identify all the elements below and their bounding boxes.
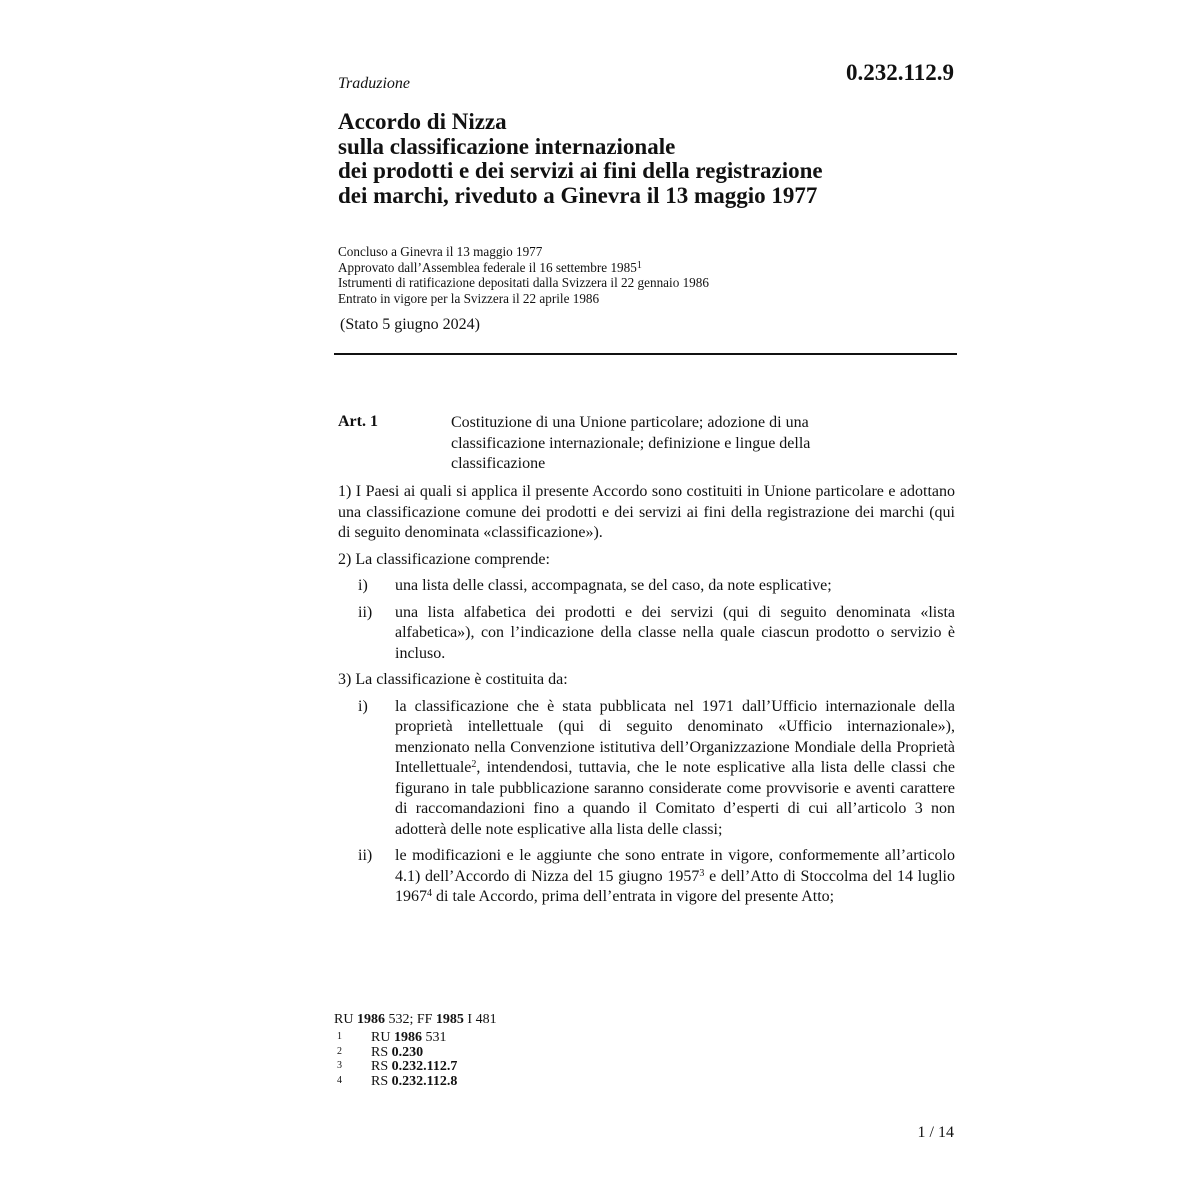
text-run: , intendendosi, tuttavia, che le note esplicative alla lista delle classi che figurano in tale pubblicazione saranno considerate come provvisorie e aventi carattere di raccomandazioni fino a quando il Comitato d’esperti di cui all’articolo 3 non adotterà delle note esplicative alla lista delle classi; bbox=[395, 759, 955, 838]
ref-text: 532; FF bbox=[384, 1012, 436, 1027]
title-line: sulla classificazione internazionale bbox=[338, 133, 676, 159]
footnote-ref: 2 bbox=[471, 759, 477, 770]
footnote-number: 4 bbox=[337, 1074, 342, 1086]
footnote-bold: 0.232.112.7 bbox=[391, 1059, 458, 1074]
status-date: (Stato 5 giugno 2024) bbox=[340, 316, 480, 333]
footnote bbox=[334, 1031, 457, 1046]
footnote-text bbox=[371, 1060, 457, 1075]
page-number: 1 / 14 bbox=[917, 1124, 954, 1141]
document-title bbox=[338, 110, 978, 208]
paragraph-1: 1) I Paesi ai quali si applica il presente Accordo sono costituiti in Unione particolare e adottano una classificazione comune dei prodotti e dei servizi ai fini della registrazione dei marchi (qui di seguito denominata «classificazione»). bbox=[338, 483, 955, 541]
text-run: di tale Accordo, prima dell’entrata in vigore del presente Atto; bbox=[432, 888, 835, 905]
paragraph-2: 2) La classificazione comprende: bbox=[338, 550, 550, 568]
text-run: le modificazioni e le aggiunte che sono entrate in vigore, conformemente all’articolo 4.1) dell’Accordo di Nizza del 15 giugno 1957 bbox=[395, 847, 955, 885]
footnote-suffix: 531 bbox=[421, 1030, 447, 1045]
document-metadata bbox=[338, 244, 709, 306]
title-line: dei prodotti e dei servizi ai fini della registrazione bbox=[338, 158, 823, 183]
list-item-mark: i) bbox=[358, 577, 368, 594]
footnote-number: 3 bbox=[337, 1060, 342, 1071]
footnote-prefix: RS bbox=[371, 1073, 392, 1089]
footnote-ref: 4 bbox=[427, 888, 432, 899]
list-item bbox=[338, 603, 955, 665]
footnote-bold: 0.230 bbox=[391, 1044, 424, 1060]
list-item-text bbox=[395, 846, 955, 908]
footnote-prefix: RS bbox=[371, 1044, 392, 1060]
list-item-mark: i) bbox=[358, 697, 368, 715]
footnote-ref: 1 bbox=[636, 259, 642, 271]
translation-label: Traduzione bbox=[338, 75, 411, 92]
ref-year: 1986 bbox=[356, 1012, 385, 1027]
meta-approved-text: Approvato dall’Assemblea federale il 16 settembre 1985 bbox=[338, 259, 637, 275]
footnote bbox=[334, 1060, 457, 1075]
list-item-text: una lista delle classi, accompagnata, se del caso, da note esplicative; bbox=[395, 577, 832, 594]
sr-number: 0.232.112.9 bbox=[846, 60, 954, 85]
article-body bbox=[338, 482, 955, 914]
footnote-number: 2 bbox=[337, 1045, 342, 1057]
list-item bbox=[338, 846, 955, 908]
text-run: e dell’Atto di Stoccolma del 14 luglio 1967 bbox=[395, 867, 956, 905]
footnote-prefix: RU bbox=[371, 1030, 394, 1045]
meta-approved bbox=[338, 260, 709, 276]
footnote bbox=[334, 1075, 457, 1090]
list-item-mark: ii) bbox=[358, 603, 373, 621]
footnote-ref: 3 bbox=[699, 867, 705, 879]
list-item bbox=[338, 576, 955, 597]
footnotes bbox=[334, 1031, 457, 1089]
article-title: Costituzione di una Unione particolare; adozione di una classificazione internazionale; definizione e lingue della classificazione bbox=[451, 414, 811, 472]
footnote-bold: 1986 bbox=[393, 1030, 422, 1045]
text-run: la classificazione che è stata pubblicata nel 1971 dall’Ufficio internazionale della proprietà intellettuale (qui di seguito denominato «Ufficio internazionale»), menzionato nella Convenzione istitutiva dell’Organizzazione Mondiale della Proprietà Intellettuale bbox=[395, 697, 955, 776]
meta-ratification: Istrumenti di ratificazione depositati dalla Svizzera il 22 gennaio 1986 bbox=[338, 275, 709, 290]
meta-concluded: Concluso a Ginevra il 13 maggio 1977 bbox=[338, 244, 543, 259]
footnote-bold: 0.232.112.8 bbox=[391, 1073, 458, 1089]
list-item-text bbox=[395, 697, 955, 841]
list-item bbox=[338, 697, 955, 841]
ref-text: RU bbox=[334, 1012, 357, 1027]
footnote-number: 1 bbox=[337, 1031, 342, 1042]
footnote-text bbox=[371, 1075, 457, 1090]
list-item-text: una lista alfabetica dei prodotti e dei servizi (qui di seguito denominata «lista alfabetica»), con l’indicazione della classe nella quale ciascun prodotto o servizio è incluso. bbox=[395, 603, 955, 662]
footnote bbox=[334, 1046, 457, 1061]
title-line: dei marchi, riveduto a Ginevra il 13 maggio 1977 bbox=[338, 182, 818, 208]
ref-text: I 481 bbox=[463, 1012, 497, 1027]
meta-in-force: Entrato in vigore per la Svizzera il 22 aprile 1986 bbox=[338, 290, 600, 306]
footnote-text bbox=[371, 1046, 423, 1061]
footnote-prefix: RS bbox=[371, 1059, 392, 1074]
ref-year: 1985 bbox=[435, 1012, 464, 1027]
paragraph-3: 3) La classificazione è costituita da: bbox=[338, 671, 568, 688]
footnote-text bbox=[371, 1031, 446, 1046]
title-line: Accordo di Nizza bbox=[338, 109, 507, 134]
article-number: Art. 1 bbox=[338, 413, 378, 430]
list-item-mark: ii) bbox=[358, 847, 373, 864]
publication-reference bbox=[334, 1012, 497, 1028]
header-divider bbox=[334, 353, 957, 355]
